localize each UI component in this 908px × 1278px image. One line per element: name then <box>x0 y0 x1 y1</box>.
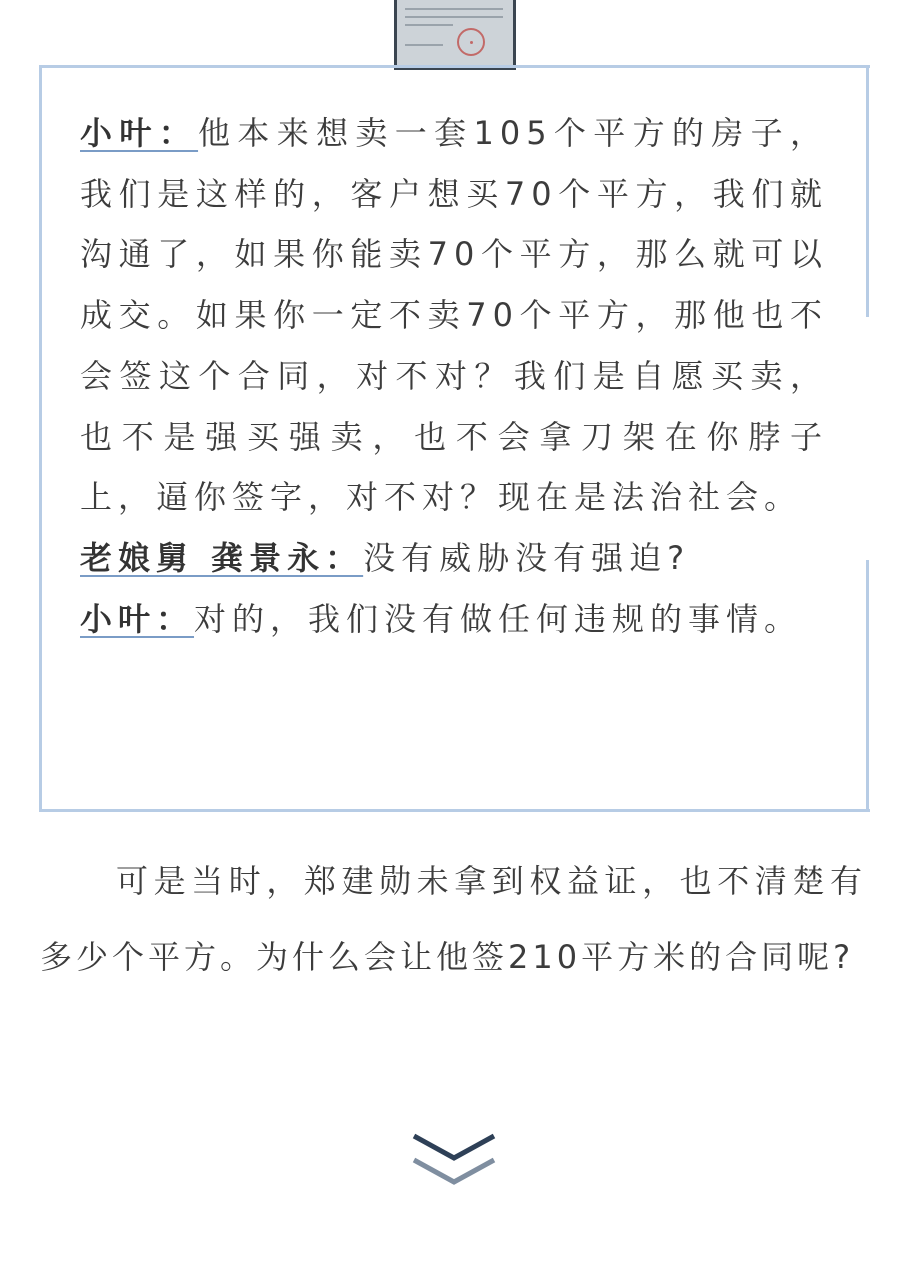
dialogue-text: 对的，我们没有做任何违规的事情。 <box>194 599 803 638</box>
dialogue-line <box>80 103 828 528</box>
red-stamp-icon <box>457 28 485 56</box>
frame-right-edge-top <box>866 65 869 317</box>
document-photo <box>394 0 516 70</box>
dialogue-text: 他本来想卖一套105个平方的房子，我们是这样的，客户想买70个平方，我们就沟通了，如果你能卖70个平方，那么就可以成交。如果你一定不卖70个平方，那他也不会签这个合同，对不对？我们是自愿买卖，也不是强买强卖，也不会拿刀架在你脖子上，逼你签字，对不对？现在是法治社会。 <box>80 114 828 517</box>
dialogue-text: 没有威胁没有强迫? <box>363 538 691 577</box>
dialogue-transcript <box>80 103 828 649</box>
narration-paragraph: 可是当时，郑建勋未拿到权益证，也不清楚有多少个平方。为什么会让他签210平方米的合同呢? <box>40 862 866 976</box>
dialogue-line <box>80 528 828 589</box>
dialogue-line <box>80 589 828 650</box>
frame-right-edge-bottom <box>866 560 869 812</box>
speaker-name: 小叶： <box>80 114 199 152</box>
speaker-name: 老娘舅 龚景永： <box>80 538 364 577</box>
speaker-name: 小叶： <box>80 599 195 638</box>
chevron-down-icon[interactable] <box>408 1128 500 1190</box>
